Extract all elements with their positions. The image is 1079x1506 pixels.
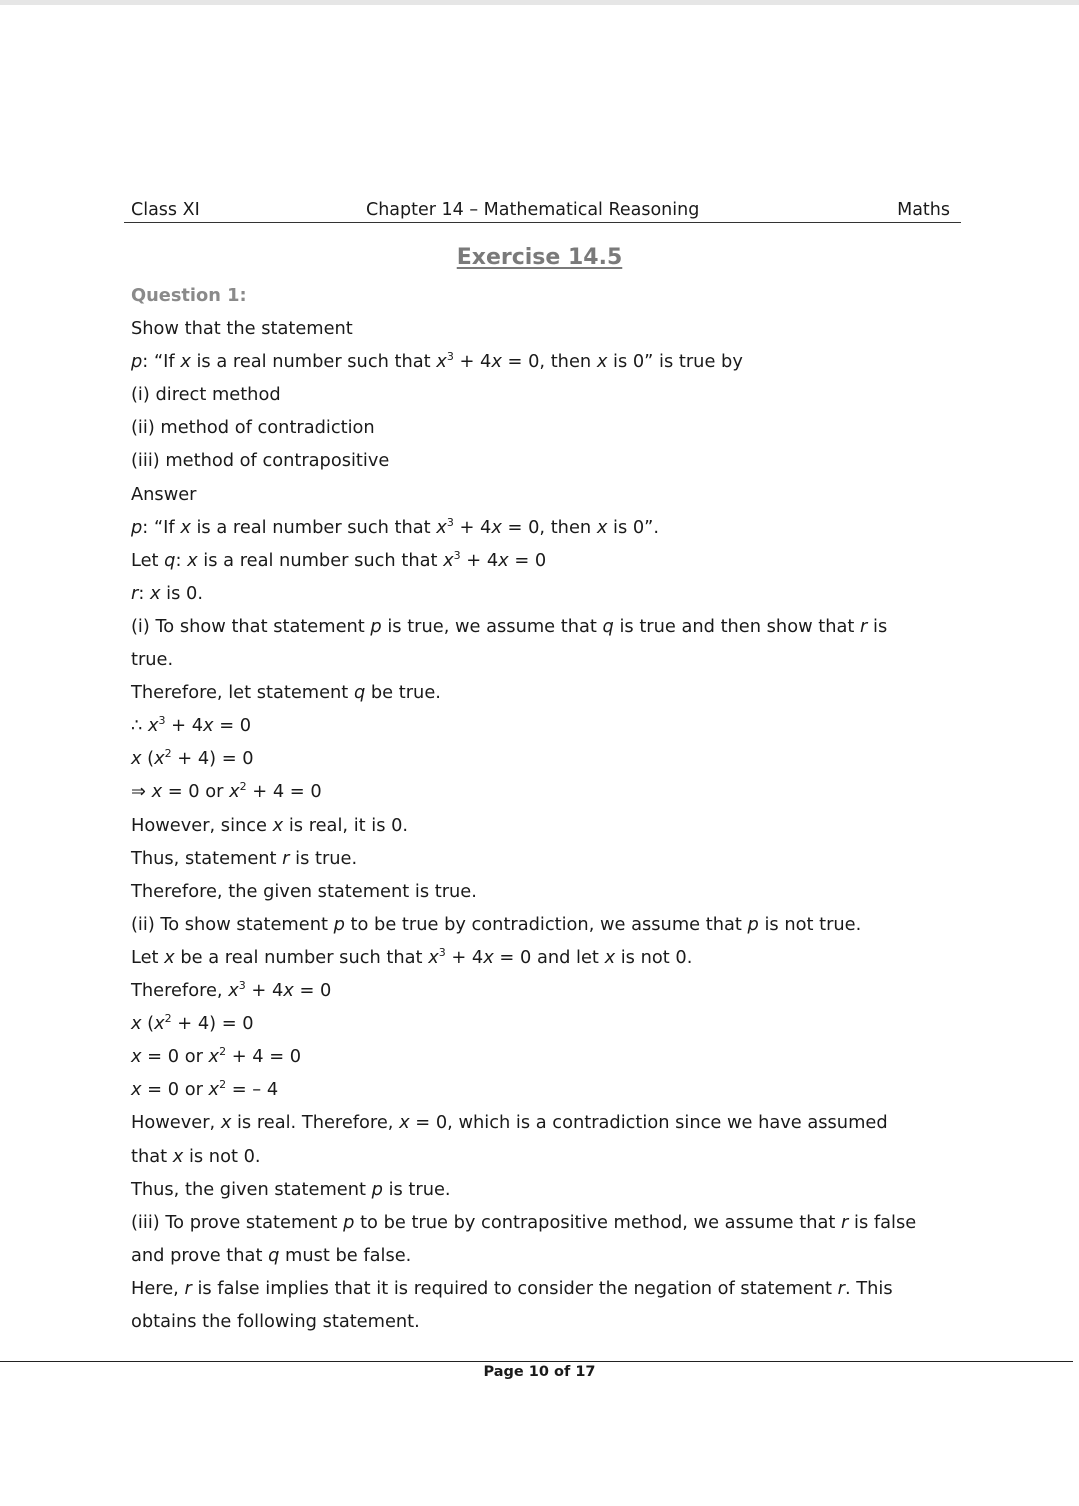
- text-line: Let x be a real number such that $x^3 + 4x = 0$ and let x is not 0.: [131, 945, 693, 968]
- text-line: p: “If x is a real number such that $x^3 + 4x = 0$, then x is 0” is true by: [131, 350, 743, 373]
- exercise-title: Exercise 14.5: [456, 245, 623, 270]
- text-line: true.: [131, 649, 174, 670]
- header-subject: Maths: [897, 200, 950, 220]
- header-chapter: Chapter 14 – Mathematical Reasoning: [366, 200, 700, 220]
- page-header: [124, 198, 961, 223]
- text-line: (i) To show that statement p is true, we assume that q is true and then show that r is: [131, 615, 888, 637]
- text-line: (iii) method of contrapositive: [131, 450, 390, 472]
- top-border: [0, 0, 1079, 5]
- text-line: x $(x^2 + 4) = 0$: [131, 747, 254, 770]
- text-line: (iii) To prove statement p to be true by contrapositive method, we assume that r is false: [131, 1211, 917, 1233]
- text-line: Thus, the given statement p is true.: [131, 1178, 451, 1200]
- text-line: r: x is 0.: [131, 582, 203, 604]
- text-line: Therefore, the given statement is true.: [131, 880, 477, 902]
- text-line: (i) direct method: [131, 384, 281, 406]
- text-line: Let q: x is a real number such that $x^3 + 4x = 0$: [131, 548, 547, 571]
- text-line: Answer: [131, 483, 197, 505]
- text-line: x = 0 or $x^2 + 4 = 0$: [131, 1045, 302, 1068]
- question-label: Question 1:: [131, 285, 247, 306]
- text-line: x $(x^2 + 4) = 0$: [131, 1012, 254, 1035]
- text-line: p: “If x is a real number such that $x^3 + 4x = 0$, then x is 0”.: [131, 515, 660, 538]
- page-number: Page 10 of 17: [483, 1364, 596, 1380]
- text-line: and prove that q must be false.: [131, 1244, 412, 1266]
- text-line: (ii) method of contradiction: [131, 417, 375, 439]
- text-line: ∴ $x^3 + 4x = 0$: [131, 714, 252, 737]
- text-line: Therefore, let statement q be true.: [131, 682, 441, 704]
- text-line: ⇒ x = 0 or $x^2 + 4 = 0$: [131, 780, 322, 803]
- text-line: that x is not 0.: [131, 1145, 261, 1167]
- text-line: obtains the following statement.: [131, 1311, 420, 1332]
- text-line: Therefore, $x^3 + 4x = 0$: [131, 979, 332, 1001]
- text-line: However, since x is real, it is 0.: [131, 814, 409, 836]
- text-line: Thus, statement r is true.: [131, 847, 358, 869]
- text-line: However, x is real. Therefore, x = 0, which is a contradiction since we have assumed: [131, 1112, 888, 1134]
- text-line: (ii) To show statement p to be true by contradiction, we assume that p is not true.: [131, 913, 862, 935]
- header-class: Class XI: [131, 200, 200, 220]
- text-line: x = 0 or $x^2$ = – 4: [131, 1078, 279, 1101]
- footer-rule: [0, 1361, 1073, 1362]
- text-line: Show that the statement: [131, 318, 353, 339]
- text-line: Here, r is false implies that it is required to consider the negation of statement r. This: [131, 1277, 893, 1299]
